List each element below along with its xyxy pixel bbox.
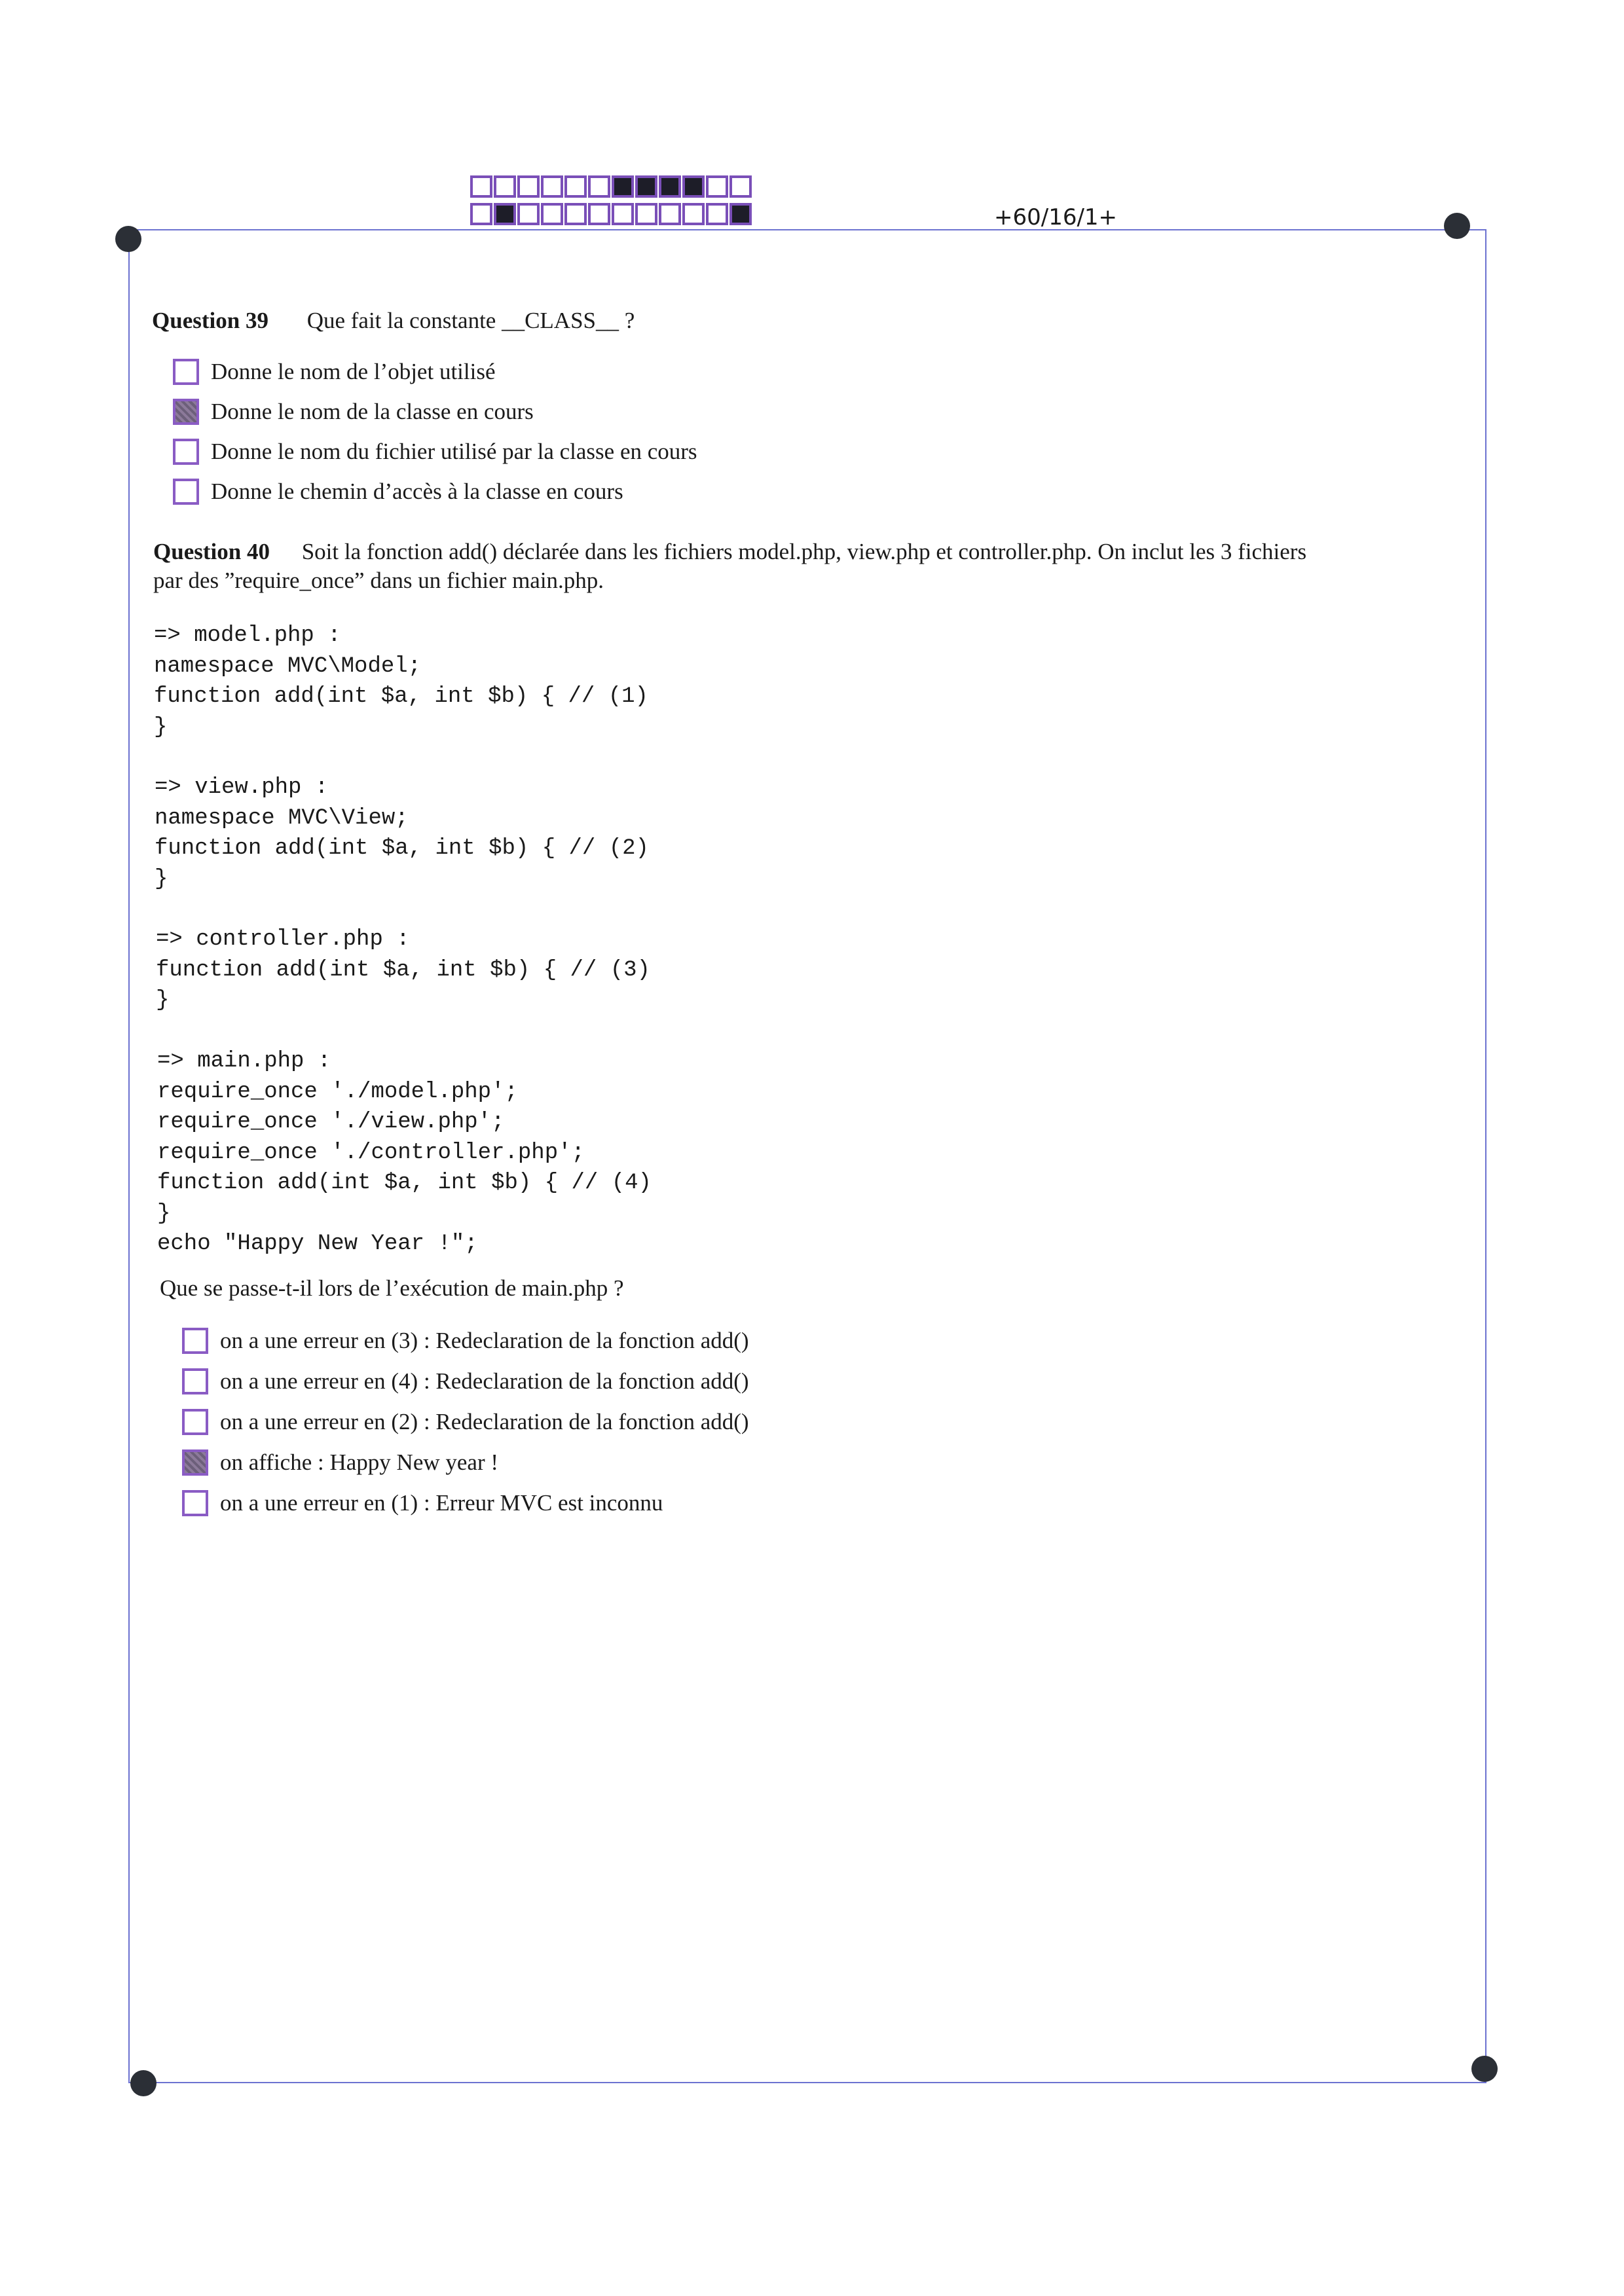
q39-choice-1[interactable] xyxy=(173,359,496,385)
q40-choice-2-checkbox[interactable] xyxy=(182,1368,208,1394)
question-40-question-text: Que se passe-t-il lors de l’exécution de main.php ? xyxy=(160,1275,624,1301)
corner-marker-bottom-right xyxy=(1471,2056,1498,2082)
q40-choice-5-checkbox[interactable] xyxy=(182,1490,208,1516)
binary-code-cell xyxy=(588,175,610,198)
q40-choice-3[interactable] xyxy=(182,1409,749,1435)
binary-code-cell xyxy=(541,203,563,225)
code-view-php: => view.php : namespace MVC\View; function add(int $a, int $b) { // (2) } xyxy=(155,775,649,892)
corner-marker-top-left xyxy=(115,226,141,252)
binary-code-cell xyxy=(612,175,634,198)
q40-choice-5[interactable] xyxy=(182,1490,663,1516)
binary-code-cell xyxy=(564,203,587,225)
binary-code-cell xyxy=(494,175,516,198)
binary-code-cell xyxy=(612,203,634,225)
binary-code-row-1 xyxy=(470,175,753,198)
question-40-number: Question 40 xyxy=(153,539,270,564)
question-40-prompt-line-2: par des ”require_once” dans un fichier main.php. xyxy=(153,568,604,593)
binary-code-cell xyxy=(729,203,752,225)
binary-code-cell xyxy=(564,175,587,198)
q39-choice-3-label: Donne le nom du fichier utilisé par la classe en cours xyxy=(211,439,697,464)
q39-choice-2-checkbox[interactable] xyxy=(173,399,199,425)
q40-choice-3-checkbox[interactable] xyxy=(182,1409,208,1435)
q39-choice-4-label: Donne le chemin d’accès à la classe en cours xyxy=(211,479,623,504)
corner-marker-bottom-left xyxy=(130,2070,157,2096)
q40-choice-4[interactable] xyxy=(182,1449,498,1476)
q39-choice-1-label: Donne le nom de l’objet utilisé xyxy=(211,359,496,384)
code-main-php: => main.php : require_once './model.php'; require_once './view.php'; require_once './controller.php'; function add(int $a, int $b) { // (4) } echo "Happy New Year !"; xyxy=(157,1049,652,1256)
question-39-number: Question 39 xyxy=(152,308,268,333)
q39-choice-2-label: Donne le nom de la classe en cours xyxy=(211,399,534,424)
binary-code-cell xyxy=(729,175,752,198)
q40-choice-2[interactable] xyxy=(182,1368,749,1394)
binary-code-cell xyxy=(517,175,540,198)
q39-choice-3-checkbox[interactable] xyxy=(173,439,199,465)
binary-code-cell xyxy=(635,203,657,225)
q40-choice-1-label: on a une erreur en (3) : Redeclaration de la fonction add() xyxy=(220,1328,749,1353)
binary-code-block xyxy=(470,175,753,225)
code-model-php: => model.php : namespace MVC\Model; function add(int $a, int $b) { // (1) } xyxy=(154,623,648,740)
q40-choice-1[interactable] xyxy=(182,1328,749,1354)
question-40-prompt-line-1: Soit la fonction add() déclarée dans les fichiers model.php, view.php et controller.php. On inclut les 3 fichiers xyxy=(301,539,1307,564)
q39-choice-3[interactable] xyxy=(173,439,697,465)
binary-code-cell xyxy=(470,175,492,198)
binary-code-cell xyxy=(659,203,681,225)
q40-choice-1-checkbox[interactable] xyxy=(182,1328,208,1354)
q39-choice-2[interactable] xyxy=(173,399,534,425)
q40-choice-4-label: on affiche : Happy New year ! xyxy=(220,1449,499,1475)
binary-code-cell xyxy=(541,175,563,198)
q40-choice-4-checkbox[interactable] xyxy=(182,1449,208,1476)
binary-code-cell xyxy=(635,175,657,198)
binary-code-cell xyxy=(659,175,681,198)
binary-code-cell xyxy=(494,203,516,225)
question-40-header xyxy=(153,539,1469,565)
binary-code-cell xyxy=(470,203,492,225)
binary-code-cell xyxy=(682,175,705,198)
binary-code-cell xyxy=(517,203,540,225)
corner-marker-top-right xyxy=(1444,213,1470,239)
binary-code-cell xyxy=(682,203,705,225)
code-controller-php: => controller.php : function add(int $a, int $b) { // (3) } xyxy=(156,927,650,1013)
question-39-header xyxy=(152,308,635,334)
question-39-prompt: Que fait la constante __CLASS__ ? xyxy=(306,308,635,333)
binary-code-cell xyxy=(588,203,610,225)
q39-choice-4[interactable] xyxy=(173,479,623,505)
q40-choice-5-label: on a une erreur en (1) : Erreur MVC est inconnu xyxy=(220,1490,663,1516)
q40-choice-2-label: on a une erreur en (4) : Redeclaration de la fonction add() xyxy=(220,1368,749,1394)
q39-choice-1-checkbox[interactable] xyxy=(173,359,199,385)
binary-code-row-2 xyxy=(470,203,753,225)
q40-choice-3-label: on a une erreur en (2) : Redeclaration de la fonction add() xyxy=(220,1409,749,1434)
page-code: +60/16/1+ xyxy=(994,204,1118,230)
binary-code-cell xyxy=(706,203,728,225)
q39-choice-4-checkbox[interactable] xyxy=(173,479,199,505)
binary-code-cell xyxy=(706,175,728,198)
